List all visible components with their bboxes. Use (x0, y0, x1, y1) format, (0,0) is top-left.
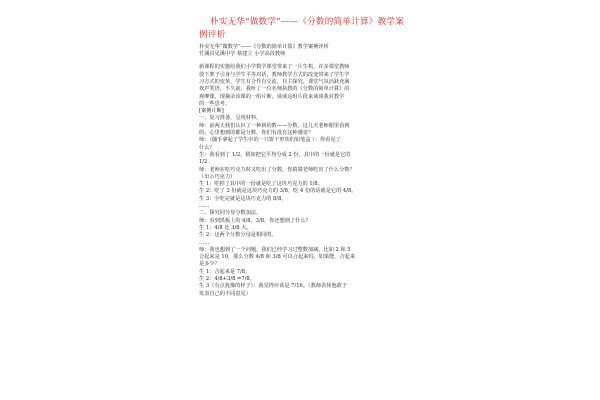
text-line: 生 2：4/8+3/8 =7/8。 (199, 276, 255, 283)
subtitle: 朴实无华“做数学”——《分数的简单计算》教学案例评析 (199, 44, 329, 50)
text-line: 生 1：4/8 比 3/8 大。 (199, 224, 252, 231)
text-line: 师：看到黑板上的 4/8、3/8，你还想到了什么？ (199, 217, 311, 224)
text-line: 发表自己的不同意见） (199, 290, 251, 297)
text-line: 生 2：这两个分数分母是相同的。 (199, 232, 277, 239)
text-line: 新课程的实施给我们小学数学课堂带来了一片生机，许多课堂教师 (199, 64, 350, 71)
text-line: [案例片断] (199, 108, 224, 115)
text-line: 放下架子引身与学生平等对话，教师教学方式的改变带来了学生学 (199, 71, 350, 78)
text-line: 欢声笑语，不久前，我听了一位名师执教的《分数的简单计算》的 (199, 86, 350, 93)
document-title: 朴实无华“做数学”——《分数的简单计算》教学案例评析 (199, 17, 404, 40)
document-meta (199, 44, 404, 58)
text-line: 合起来是 10，那么分数 4/8 和 3/8 可以合起来吗，如果能，合起来 (199, 254, 356, 261)
text-line: （出示巧克力） (199, 173, 236, 180)
text-line: …… (199, 203, 210, 210)
text-line: 生：我看到了 1/2，假如把它平均分成 2 份，其中的一份就是它的 (199, 151, 351, 158)
document-body (199, 64, 404, 298)
text-line: 生 1：合起来是 7/8。 (199, 268, 251, 275)
author-line: 竹溪县见溪中学 蔡建立 小学高段教师 (199, 51, 286, 58)
text-line: 1/2 . (199, 159, 211, 166)
text-line: 二、探究同分母分数加法。 (199, 210, 262, 217)
text-line: 的，心里想到的都是分数，你们有没有这种感觉？ (199, 130, 314, 137)
text-line: 师：我也想到了一个问题，我们已经学习过整数加减，比如 2 和 5 (199, 246, 351, 253)
text-line: 什么？ (199, 144, 215, 151)
text-line: 生 3（有点犹豫的样子）：我觉得应该是 7/16。（教师表扬他敢于 (199, 283, 347, 290)
text-line: 生 3：全吃完就是这块巧克力的 8/8。 (199, 195, 287, 202)
text-line: 观摩课，现摘录该课的一组片断，谈谈这组片段来谈谈我对教学 (199, 93, 345, 100)
text-line: …… (199, 239, 210, 246)
document (199, 16, 404, 298)
text-line: 师：（随手拿起了学生中的一只饼干形状的铅笔盒 ）：你看见了 (199, 137, 341, 144)
text-line: 师：前两天我们认识了一种新的数——分数，这几天老师眼里看到 (199, 122, 350, 129)
text-line: 的一些思考。 (199, 100, 231, 107)
text-line: 一、复习准备，呈现材料。 (199, 115, 262, 122)
text-line: 生 2：吃了 3 份就是这块巧克力的 3/8，吃 4 份的话就是它的 4/8。 (199, 188, 357, 195)
text-line: 师：老师在吃巧克力时又吃出了分数，你猜猜老师吃出了什么分数？ (199, 166, 355, 173)
text-line: 是多少？ (199, 261, 220, 268)
text-line: 生 1：吃掉了其中的一份就是吃了这块巧克力的 1/8。 (199, 181, 323, 188)
text-line: 习方式的变革，学生有合作有交流，自主探究，课堂气氛活跃充满 (199, 79, 350, 85)
